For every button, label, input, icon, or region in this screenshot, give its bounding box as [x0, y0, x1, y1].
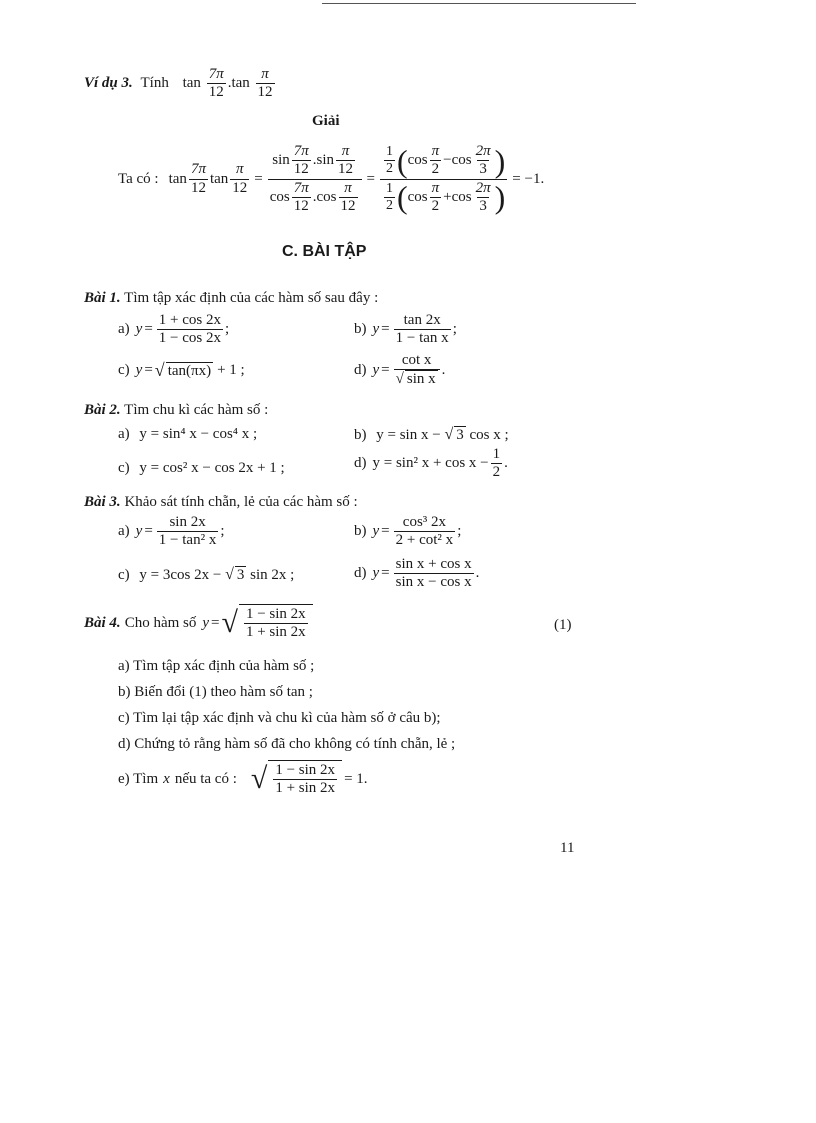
exercise-3b: b) y = $\frac{\text{cos³ 2x}}{\text{2 + cot² x}}$ ; — [354, 514, 462, 549]
example-label: Ví dụ 3. — [84, 75, 133, 92]
exercise-3-header: Bài 3. Khảo sát tính chẵn, lẻ của các hàm số : — [84, 494, 358, 510]
exercise-4-item-c: c) Tìm lại tập xác định và chu kì của hàm số ở câu b); — [118, 710, 441, 726]
exercise-4-item-d: d) Chứng tỏ rằng hàm số đã cho không có tính chẵn, lẻ ; — [118, 736, 456, 752]
solution-equation: Ta có : tan $\frac{7\pi}{12}$ tan $\frac{\pi}{12}$ = sin $\frac{7\pi}{12}$ . sin $\frac{\pi}{12}$ cos $\frac{7\pi}{12}$ . cos $\frac{\pi}{12}$ = $\frac{1}{2}$ ( cos $\frac{\pi}{2}$ − cos $\frac{2\pi}{3}$ ) $\frac{1}{2}$ ( cos $\frac{\pi}{2}$ + cos $\frac{2\pi}{3}$ ) = −1. — [118, 142, 545, 216]
exercise-1c: c) y = √ tan(πx) + 1 ; — [118, 360, 245, 380]
exercise-4-item-b: b) Biến đổi (1) theo hàm số tan ; — [118, 684, 313, 700]
solution-prefix: Ta có : — [118, 170, 159, 187]
exercise-3d: d) y = $\frac{\text{sin x + cos x}}{\text{sin x − cos x}}$ . — [354, 556, 480, 591]
fraction: $\frac{\pi}{12}$ — [257, 66, 273, 101]
exercise-2-header: Bài 2. Tìm chu kì các hàm số : — [84, 402, 269, 418]
exercise-3a: a) y = $\frac{\sin 2x}{\text{1 − tan² x}}$ ; — [118, 514, 225, 549]
exercise-1a: a) y = $\frac{1 + \cos 2x}{1 - \cos 2x}$ ; — [118, 312, 230, 347]
exercise-1b: b) y = $\frac{\tan 2x}{\text{1 − tan x}}$ ; — [354, 312, 457, 347]
example-3 — [84, 66, 277, 102]
top-rule — [322, 3, 636, 4]
fraction: $\frac{7\pi}{12}$ — [208, 66, 224, 101]
exercise-2a: a) y = sin⁴ x − cos⁴ x ; — [118, 426, 258, 442]
solution-title: Giải — [312, 113, 340, 129]
example-instruction: Tính — [140, 75, 169, 92]
fraction: $\frac{7\pi}{12}$ — [190, 161, 206, 196]
section-title: C. BÀI TẬP — [282, 243, 367, 260]
page-number: 11 — [560, 840, 575, 856]
exercise-4-header: Bài 4. Cho hàm số y = √ $\frac{1 - \sin 2x}{1 + \sin 2x}$ — [84, 604, 313, 643]
exercise-2b: b) y = sin x − √ 3 cos x ; — [354, 426, 509, 443]
half-cos-fraction: $\frac{1}{2}$ ( cos $\frac{\pi}{2}$ − cos $\frac{2\pi}{3}$ ) $\frac{1}{2}$ ( cos $\frac{\pi}{2}$ + cos $\frac{2\pi}{3}$ ) — [380, 143, 507, 215]
exercise-4-item-a: a) Tìm tập xác định của hàm số ; — [118, 658, 315, 674]
exercise-4-item-e: e) Tìm x nếu ta có : √ $\frac{1 - \sin 2x}{1 + \sin 2x}$ = 1. — [118, 760, 368, 799]
exercise-1-header: Bài 1. Tìm tập xác định của các hàm số sau đây : — [84, 290, 379, 306]
exercise-3c: c) y = 3cos 2x − √ 3 sin 2x ; — [118, 566, 295, 583]
exercise-1d: d) y = $\frac{\text{cot x}}{\text{√ sin x}}$ . — [354, 352, 446, 388]
fraction: $\frac{\pi}{12}$ — [232, 161, 248, 196]
example-expression: tan $\frac{7\pi}{12}$ .tan $\frac{\pi}{12}$ — [182, 66, 273, 101]
sin-cos-fraction: sin $\frac{7\pi}{12}$ . sin $\frac{\pi}{12}$ cos $\frac{7\pi}{12}$ . cos $\frac{\pi}{12}$ — [268, 143, 362, 215]
exercise-2d: d) y = sin² x + cos x − $\frac{1}{2}$ . — [354, 446, 508, 481]
equation-number: (1) — [554, 617, 572, 633]
exercise-2c: c) y = cos² x − cos 2x + 1 ; — [118, 460, 285, 476]
